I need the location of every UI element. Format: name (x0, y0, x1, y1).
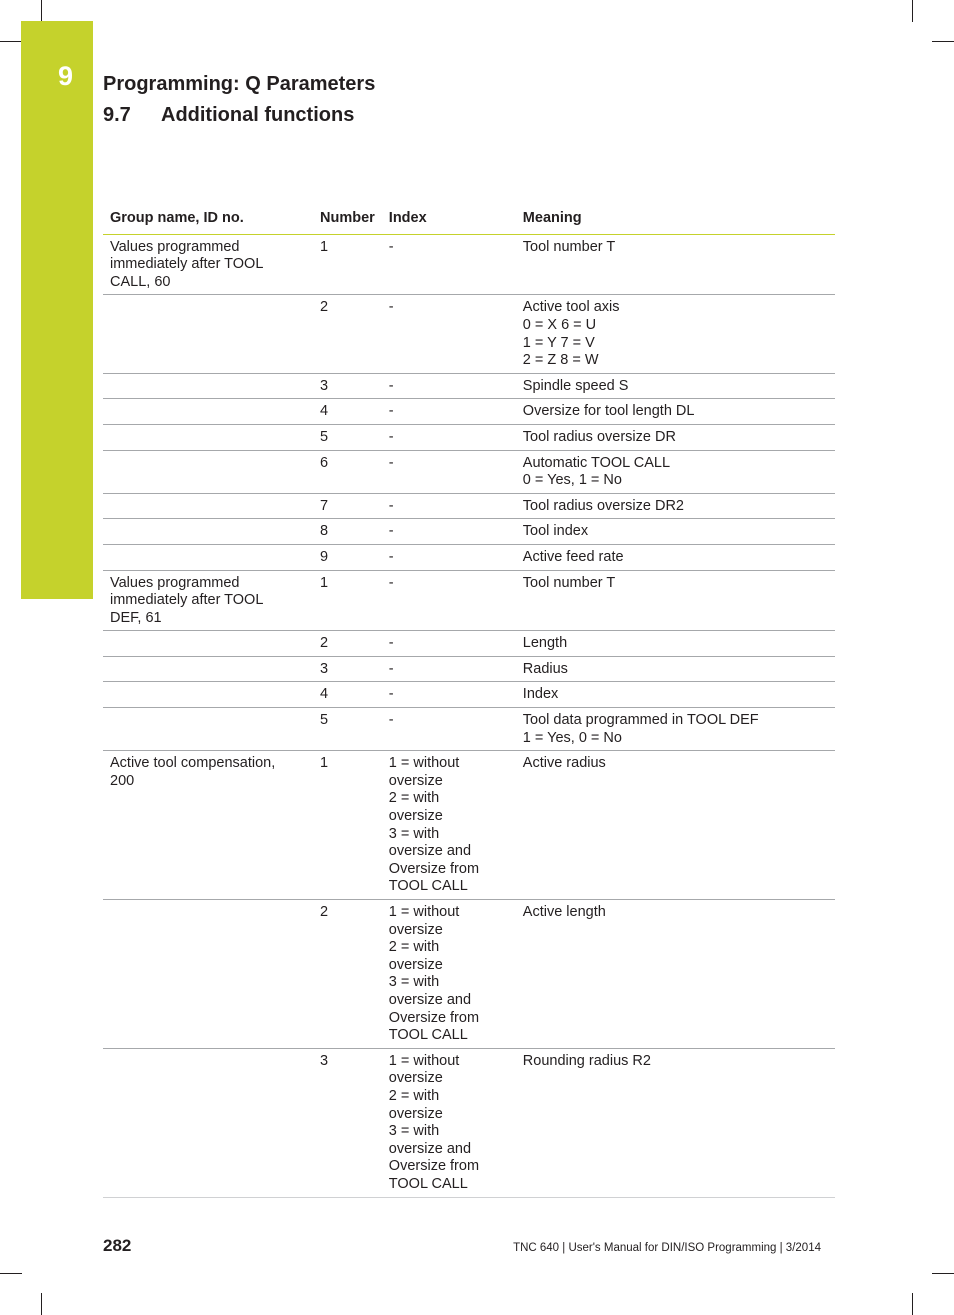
cell-meaning (516, 631, 835, 657)
section-title-text: Additional functions (161, 104, 355, 126)
cell-meaning (516, 708, 835, 751)
cell-meaning-line: 1 = Yes, 0 = No (522, 729, 622, 746)
table-header-row (103, 207, 835, 234)
cell-meaning (516, 682, 835, 708)
cell-meaning-line: Tool data programmed in TOOL DEF (522, 712, 759, 729)
cell-meaning (516, 519, 835, 545)
cell-number: 4 (313, 399, 382, 425)
cell-group-line: Values programmed (110, 574, 240, 591)
cell-number: 5 (313, 424, 382, 450)
cell-number: 1 (313, 570, 382, 631)
cell-index (382, 682, 516, 708)
cell-group (103, 900, 313, 1049)
cell-meaning-line: Tool radius oversize DR (522, 428, 676, 445)
crop-mark (912, 1293, 913, 1315)
table-row (103, 234, 835, 295)
cell-group (103, 493, 313, 519)
column-header-group: Group name, ID no. (103, 207, 313, 234)
crop-mark (932, 41, 954, 42)
cell-index-line: 2 = with (388, 790, 440, 807)
cell-number: 3 (313, 1048, 382, 1197)
cell-index-line: - (388, 428, 394, 445)
cell-index-line: - (388, 686, 394, 703)
cell-meaning (516, 373, 835, 399)
cell-number: 7 (313, 493, 382, 519)
cell-meaning (516, 399, 835, 425)
cell-number: 9 (313, 544, 382, 570)
table-row (103, 682, 835, 708)
cell-meaning (516, 544, 835, 570)
cell-meaning-line: Active length (522, 904, 606, 920)
cell-group (103, 424, 313, 450)
table-row (103, 519, 835, 545)
cell-number: 2 (313, 295, 382, 373)
cell-meaning-line: 0 = X 6 = U (522, 316, 597, 333)
cell-number: 3 (313, 656, 382, 682)
cell-index-line: - (388, 497, 394, 514)
cell-meaning (516, 900, 835, 1049)
cell-index-line: oversize (388, 921, 443, 938)
cell-meaning-line: Tool number T (522, 574, 616, 591)
cell-index (382, 234, 516, 295)
cell-number: 3 (313, 373, 382, 399)
table-row (103, 1048, 835, 1197)
cell-group-line: 200 (110, 772, 135, 789)
cell-index-line: oversize and (388, 843, 472, 860)
cell-index (382, 295, 516, 373)
parameter-table (103, 207, 835, 1198)
cell-meaning (516, 493, 835, 519)
cell-index-line: oversize (388, 956, 443, 973)
cell-index-line: TOOL CALL (388, 1175, 468, 1192)
cell-index-line: 3 = with (388, 825, 440, 842)
cell-index (382, 1048, 516, 1197)
cell-number: 2 (313, 900, 382, 1049)
cell-meaning-line: Tool radius oversize DR2 (522, 497, 684, 514)
table-row (103, 493, 835, 519)
table-row (103, 295, 835, 373)
cell-index-line: - (388, 523, 394, 540)
cell-index-line: - (388, 548, 394, 565)
cell-index (382, 570, 516, 631)
table-row (103, 751, 835, 900)
cell-index-line: Oversize from (388, 1009, 480, 1026)
cell-meaning-line: Active tool axis (522, 299, 620, 316)
cell-group (103, 708, 313, 751)
cell-index-line: TOOL CALL (388, 878, 468, 895)
cell-index (382, 544, 516, 570)
cell-index-line: oversize and (388, 1140, 472, 1157)
cell-index (382, 493, 516, 519)
cell-group (103, 751, 313, 900)
cell-meaning-line: Rounding radius R2 (522, 1052, 651, 1069)
cell-index-line: 2 = with (388, 1087, 440, 1104)
column-header-number: Number (313, 207, 382, 234)
cell-index (382, 519, 516, 545)
crop-mark (0, 41, 22, 42)
cell-group (103, 570, 313, 631)
table-row (103, 656, 835, 682)
cell-meaning-line: 0 = Yes, 1 = No (522, 472, 622, 489)
cell-meaning (516, 656, 835, 682)
cell-index-line: 1 = without (388, 755, 460, 772)
crop-mark (932, 1273, 954, 1274)
cell-index-line: - (388, 454, 394, 471)
table-row (103, 544, 835, 570)
cell-number: 2 (313, 631, 382, 657)
chapter-number: 9 (58, 61, 74, 91)
cell-index-line: 3 = with (388, 1123, 440, 1140)
cell-meaning-line: Spindle speed S (522, 377, 629, 394)
cell-index (382, 631, 516, 657)
cell-index (382, 450, 516, 493)
table-row (103, 900, 835, 1049)
cell-index-line: 1 = without (388, 1052, 460, 1069)
cell-index-line: 1 = without (388, 904, 460, 920)
cell-index-line: oversize (388, 1070, 443, 1087)
cell-number: 6 (313, 450, 382, 493)
cell-index-line: - (388, 299, 394, 316)
column-header-meaning: Meaning (516, 207, 835, 234)
cell-group-line: Active tool compensation, (110, 755, 276, 772)
cell-meaning (516, 1048, 835, 1197)
cell-index-line: Oversize from (388, 860, 480, 877)
cell-index-line: Oversize from (388, 1158, 480, 1175)
cell-index (382, 708, 516, 751)
cell-meaning-line: Length (522, 635, 568, 652)
cell-meaning (516, 295, 835, 373)
cell-meaning (516, 751, 835, 900)
cell-group (103, 631, 313, 657)
cell-index-line: - (388, 660, 394, 677)
cell-index-line: oversize (388, 808, 443, 825)
cell-index-line: oversize (388, 1105, 443, 1122)
cell-group (103, 295, 313, 373)
cell-meaning-line: Tool index (522, 523, 589, 540)
table-row (103, 399, 835, 425)
cell-index-line: oversize and (388, 991, 472, 1008)
cell-meaning-line: 1 = Y 7 = V (522, 334, 595, 351)
cell-index-line: - (388, 635, 394, 652)
cell-index-line: - (388, 377, 394, 394)
table-body (103, 234, 835, 1197)
crop-mark (0, 1273, 22, 1274)
cell-meaning-line: Radius (522, 660, 568, 677)
cell-group (103, 656, 313, 682)
cell-number: 1 (313, 751, 382, 900)
cell-index (382, 399, 516, 425)
cell-group (103, 682, 313, 708)
cell-group (103, 234, 313, 295)
cell-index-line: - (388, 712, 394, 729)
cell-meaning (516, 570, 835, 631)
cell-number: 1 (313, 234, 382, 295)
cell-meaning-line: Index (522, 686, 559, 703)
table-row (103, 631, 835, 657)
chapter-title: Programming: Q Parameters (103, 73, 376, 95)
crop-mark (41, 0, 42, 22)
cell-group (103, 519, 313, 545)
cell-index-line: - (388, 403, 394, 420)
footer-text: TNC 640 | User's Manual for DIN/ISO Programming | 3/2014 (513, 1242, 821, 1254)
cell-index (382, 900, 516, 1049)
section-title (103, 104, 354, 127)
cell-meaning-line: Oversize for tool length DL (522, 403, 695, 420)
table-row (103, 373, 835, 399)
cell-index (382, 751, 516, 900)
cell-group-line: Values programmed (110, 238, 240, 255)
cell-index (382, 656, 516, 682)
column-header-index: Index (382, 207, 516, 234)
cell-meaning (516, 234, 835, 295)
cell-meaning-line: Automatic TOOL CALL (522, 454, 671, 471)
cell-meaning-line: Tool number T (522, 238, 616, 255)
cell-index (382, 424, 516, 450)
cell-group-line: DEF, 61 (110, 609, 162, 626)
cell-meaning (516, 450, 835, 493)
cell-meaning-line: 2 = Z 8 = W (522, 352, 599, 369)
cell-group-line: CALL, 60 (110, 273, 171, 290)
cell-index-line: oversize (388, 772, 443, 789)
crop-mark (912, 0, 913, 22)
cell-meaning-line: Active radius (522, 755, 606, 772)
cell-meaning (516, 424, 835, 450)
cell-group (103, 399, 313, 425)
cell-number: 8 (313, 519, 382, 545)
cell-group (103, 1048, 313, 1197)
crop-mark (41, 1293, 42, 1315)
cell-meaning-line: Active feed rate (522, 548, 624, 565)
cell-group (103, 544, 313, 570)
section-number: 9.7 (103, 104, 131, 126)
cell-index-line: - (388, 238, 394, 255)
cell-index-line: 3 = with (388, 974, 440, 991)
cell-group-line: immediately after TOOL (110, 256, 264, 273)
chapter-side-bar (21, 21, 93, 599)
cell-index-line: TOOL CALL (388, 1027, 468, 1044)
table-row (103, 570, 835, 631)
table-row (103, 424, 835, 450)
cell-number: 5 (313, 708, 382, 751)
cell-index-line: 2 = with (388, 939, 440, 956)
cell-number: 4 (313, 682, 382, 708)
page-number: 282 (103, 1236, 132, 1255)
cell-index-line: - (388, 574, 394, 591)
cell-index (382, 373, 516, 399)
cell-group-line: immediately after TOOL (110, 592, 264, 609)
cell-group (103, 373, 313, 399)
table-row (103, 708, 835, 751)
table-row (103, 450, 835, 493)
cell-group (103, 450, 313, 493)
